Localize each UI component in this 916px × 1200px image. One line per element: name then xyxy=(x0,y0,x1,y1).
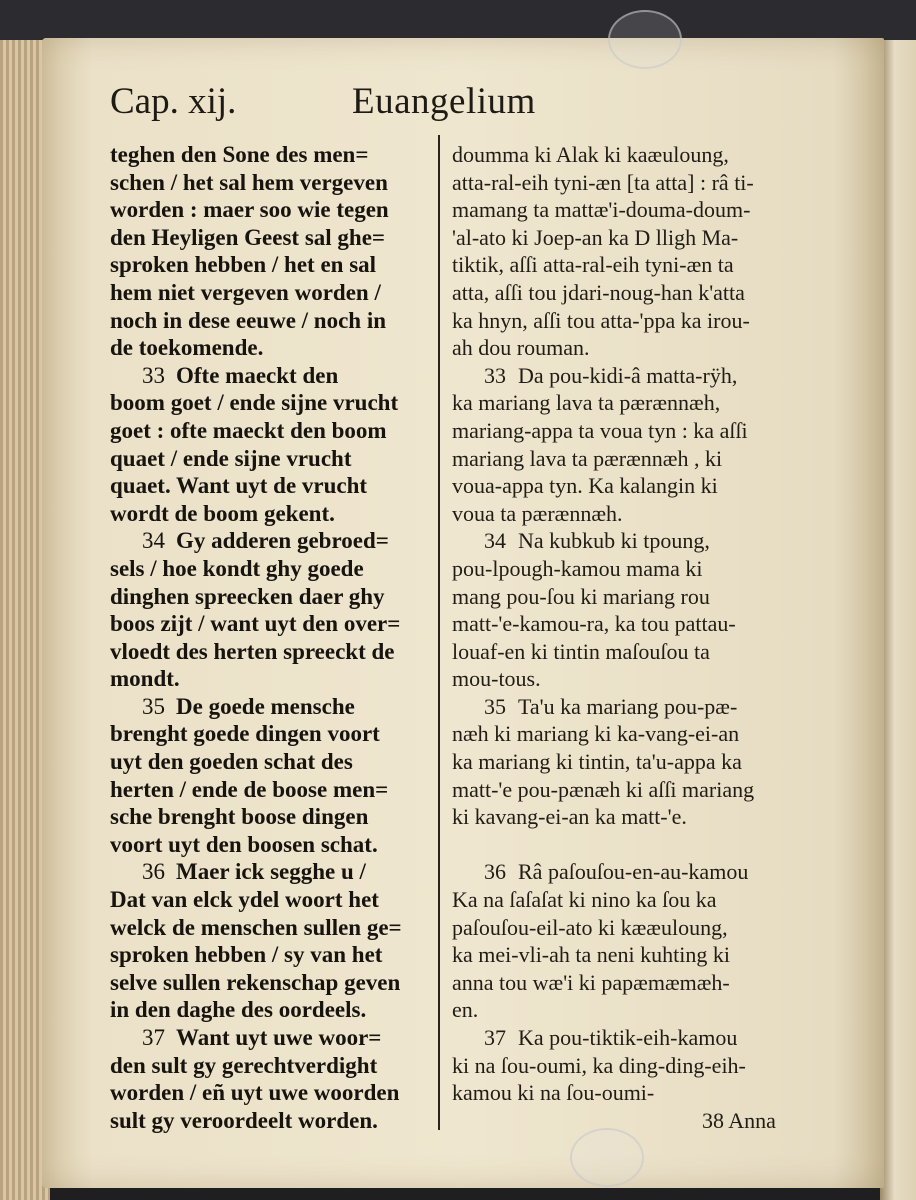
verse-line xyxy=(110,610,428,638)
verse-line xyxy=(110,831,428,859)
verse-text: Maer ick segghe u / xyxy=(176,859,366,885)
verse-text: mamang ta mattæ'i-douma-doum- xyxy=(452,197,751,223)
verse-line xyxy=(452,362,800,390)
verse-line xyxy=(110,527,428,555)
verse-line xyxy=(110,417,428,445)
verse-line xyxy=(452,748,800,776)
verse-line xyxy=(110,1052,428,1080)
verse-number: 37 xyxy=(142,1025,165,1050)
verse-text: matt-'e-kamou-ra, ka tou pattau- xyxy=(452,611,736,637)
verse-text: voua-appa tyn. Ka kalangin ki xyxy=(452,473,718,499)
verse-text: mang pou-ſou ki mariang rou xyxy=(452,583,710,609)
verse-text: herten / ende de boose men= xyxy=(110,776,389,802)
verse-text: noch in dese eeuwe / noch in xyxy=(110,307,387,333)
verse-text: atta-ral-eih tyni-æn [ta atta] : râ ti- xyxy=(452,169,754,195)
verse-text: matt-'e pou-pænæh ki aſſi mariang xyxy=(452,776,755,802)
verse-text: voua ta pærænnæh. xyxy=(452,500,623,526)
verse-line xyxy=(110,500,428,528)
verse-line xyxy=(110,141,428,169)
verse-line xyxy=(452,1052,800,1080)
verse-line xyxy=(452,472,800,500)
verse-line xyxy=(452,1079,800,1107)
verse-line xyxy=(110,169,428,197)
verse-text: Ofte maeckt den xyxy=(176,362,339,388)
verse-line xyxy=(110,803,428,831)
verse-line xyxy=(452,1024,800,1052)
verse-text: paſouſou-eil-ato ki kææuloung, xyxy=(452,914,728,940)
verse-text: ka hnyn, aſſi tou atta-'ppa ka irou- xyxy=(452,307,750,333)
verse-line xyxy=(110,1024,428,1052)
verse-line xyxy=(110,472,428,500)
verse-line xyxy=(110,307,428,335)
verse-line xyxy=(452,941,800,969)
verse-text: worden : maer soo wie tegen xyxy=(110,197,389,223)
verse-number: 35 xyxy=(484,693,506,719)
verse-text: Want uyt uwe woor= xyxy=(176,1025,382,1050)
verse-text: Râ paſouſou-en-au-kamou xyxy=(518,859,749,885)
verse-line xyxy=(452,279,800,307)
verse-text: 'al-ato ki Joep-an ka D lligh Ma- xyxy=(452,224,739,250)
page-clip-bottom xyxy=(570,1128,644,1187)
verse-line xyxy=(110,776,428,804)
verse-line xyxy=(452,886,800,914)
verse-text: sche brenght boose dingen xyxy=(110,804,369,830)
verse-number: 34 xyxy=(484,528,506,554)
verse-line xyxy=(452,914,800,942)
verse-line xyxy=(452,638,800,666)
verse-text: ah dou rouman. xyxy=(452,335,590,361)
verse-text: pou-lpough-kamou mama ki xyxy=(452,555,703,581)
verse-line xyxy=(110,720,428,748)
verse-number: 36 xyxy=(484,859,506,885)
running-title: Euangelium xyxy=(352,81,536,122)
facing-page-edge xyxy=(880,40,916,1200)
verse-line xyxy=(452,969,800,997)
verse-text: mou-tous. xyxy=(452,666,541,692)
catchword: 38 Anna xyxy=(702,1108,776,1133)
verse-text: en. xyxy=(452,997,479,1023)
verse-line xyxy=(110,362,428,390)
verse-text: Dat van elck ydel woort het xyxy=(110,887,379,913)
verse-number: 33 xyxy=(142,362,165,388)
verse-line xyxy=(452,858,800,886)
verse-text: ka mariang ki tintin, ta'u-appa ka xyxy=(452,749,742,775)
verse-line xyxy=(110,914,428,942)
verse-text: mondt. xyxy=(110,666,180,692)
verse-text: vloedt des herten spreeckt de xyxy=(110,638,395,664)
verse-text: in den daghe des oordeels. xyxy=(110,997,367,1023)
verse-number: 35 xyxy=(142,693,165,719)
dutch-column xyxy=(110,141,428,1134)
verse-line xyxy=(452,831,800,859)
verse-text: den Heyligen Geest sal ghe= xyxy=(110,224,386,250)
verse-line xyxy=(452,445,800,473)
verse-line xyxy=(452,776,800,804)
verse-line xyxy=(110,638,428,666)
verse-line xyxy=(452,251,800,279)
verse-text: quaet / ende sijne vrucht xyxy=(110,445,352,471)
verse-line xyxy=(110,279,428,307)
verse-line xyxy=(110,748,428,776)
verse-text: Ka pou-tiktik-eih-kamou xyxy=(518,1025,738,1050)
verse-text: brenght goede dingen voort xyxy=(110,721,380,747)
verse-line xyxy=(452,141,800,169)
verse-text: worden / eñ uyt uwe woorden xyxy=(110,1080,400,1106)
verse-number: 37 xyxy=(484,1025,506,1050)
verse-line xyxy=(110,334,428,362)
verse-line xyxy=(110,969,428,997)
verse-text: hem niet vergeven worden / xyxy=(110,279,381,305)
verse-text: doumma ki Alak ki kaæuloung, xyxy=(452,142,729,167)
verse-text: Na kubkub ki tpoung, xyxy=(518,528,710,554)
verse-text: mariang-appa ta voua tyn : ka aſſi xyxy=(452,417,748,443)
verse-line xyxy=(110,583,428,611)
verse-line xyxy=(452,169,800,197)
verse-line xyxy=(110,1079,428,1107)
verse-line xyxy=(452,555,800,583)
verse-line xyxy=(452,196,800,224)
formosan-column xyxy=(452,141,800,1107)
verse-line xyxy=(110,445,428,473)
verse-line xyxy=(452,527,800,555)
verse-line xyxy=(110,886,428,914)
verse-line xyxy=(110,389,428,417)
verse-text: tiktik, aſſi atta-ral-eih tyni-æn ta xyxy=(452,252,734,278)
verse-line xyxy=(110,196,428,224)
verse-line xyxy=(452,224,800,252)
verse-text: sproken hebben / het en sal xyxy=(110,252,377,278)
verse-text: Da pou-kidi-â matta-rÿh, xyxy=(518,362,738,388)
verse-line xyxy=(452,417,800,445)
verse-line xyxy=(452,610,800,638)
verse-line xyxy=(110,858,428,886)
verse-text: selve sullen rekenschap geven xyxy=(110,969,401,995)
verse-text: uyt den goeden schat des xyxy=(110,749,353,775)
verse-line xyxy=(452,307,800,335)
verse-text: næh ki mariang ki ka-vang-ei-an xyxy=(452,721,740,747)
verse-text: ki na ſou-oumi, ka ding-ding-eih- xyxy=(452,1052,746,1078)
verse-line xyxy=(110,555,428,583)
verse-text: dinghen spreecken daer ghy xyxy=(110,583,385,609)
verse-line xyxy=(110,665,428,693)
column-divider xyxy=(438,135,440,1130)
verse-line xyxy=(110,941,428,969)
verse-line xyxy=(110,251,428,279)
verse-text: louaf-en ki tintin maſouſou ta xyxy=(452,638,710,664)
verse-text: Gy adderen gebroed= xyxy=(176,528,389,554)
verse-text: teghen den Sone des men= xyxy=(110,142,369,167)
verse-line xyxy=(452,583,800,611)
verse-text: mariang lava ta pærænnæh , ki xyxy=(452,445,723,471)
verse-text: ka mariang lava ta pærænnæh, xyxy=(452,390,721,416)
verse-text: ka mei-vli-ah ta neni kuhting ki xyxy=(452,942,730,968)
verse-text: sult gy veroordeelt worden. xyxy=(110,1107,378,1133)
verse-line xyxy=(452,334,800,362)
verse-number: 36 xyxy=(142,859,165,885)
verse-number: 34 xyxy=(142,528,165,554)
verse-line xyxy=(452,665,800,693)
verse-text: sproken hebben / sy van het xyxy=(110,942,383,968)
verse-text: quaet. Want uyt de vrucht xyxy=(110,473,368,499)
verse-text: welck de menschen sullen ge= xyxy=(110,914,402,940)
verse-text: den sult gy gerechtverdight xyxy=(110,1052,378,1078)
verse-number: 33 xyxy=(484,362,506,388)
verse-text: sels / hoe kondt ghy goede xyxy=(110,555,364,581)
verse-line xyxy=(452,389,800,417)
verse-line xyxy=(452,803,800,831)
verse-text: de toekomende. xyxy=(110,335,264,361)
verse-text: ki kavang-ei-an ka matt-'e. xyxy=(452,804,687,830)
page-clip-top xyxy=(608,10,682,69)
verse-text: boom goet / ende sijne vrucht xyxy=(110,390,399,416)
verse-text: atta, aſſi tou jdari-noug-han k'atta xyxy=(452,279,745,305)
verse-text: Ta'u ka mariang pou-pæ- xyxy=(518,693,738,719)
verse-text: boos zijt / want uyt den over= xyxy=(110,611,401,637)
verse-text: wordt de boom gekent. xyxy=(110,500,335,526)
verse-text: anna tou wæ'i ki papæmæmæh- xyxy=(452,969,730,995)
verse-text: goet : ofte maeckt den boom xyxy=(110,417,387,443)
verse-line xyxy=(110,693,428,721)
chapter-heading: Cap. xij. xyxy=(110,81,237,122)
verse-text: kamou ki na ſou-oumi- xyxy=(452,1080,655,1106)
verse-line xyxy=(110,224,428,252)
verse-text: schen / het sal hem vergeven xyxy=(110,169,388,195)
verse-line xyxy=(452,720,800,748)
verse-line xyxy=(110,996,428,1024)
verse-text: voort uyt den boosen schat. xyxy=(110,831,378,857)
verse-line xyxy=(452,500,800,528)
verse-text: De goede mensche xyxy=(176,693,355,719)
verse-text: Ka na ſaſaſat ki nino ka ſou ka xyxy=(452,887,717,913)
verse-line xyxy=(110,1107,428,1135)
verse-line xyxy=(452,693,800,721)
verse-line xyxy=(452,996,800,1024)
